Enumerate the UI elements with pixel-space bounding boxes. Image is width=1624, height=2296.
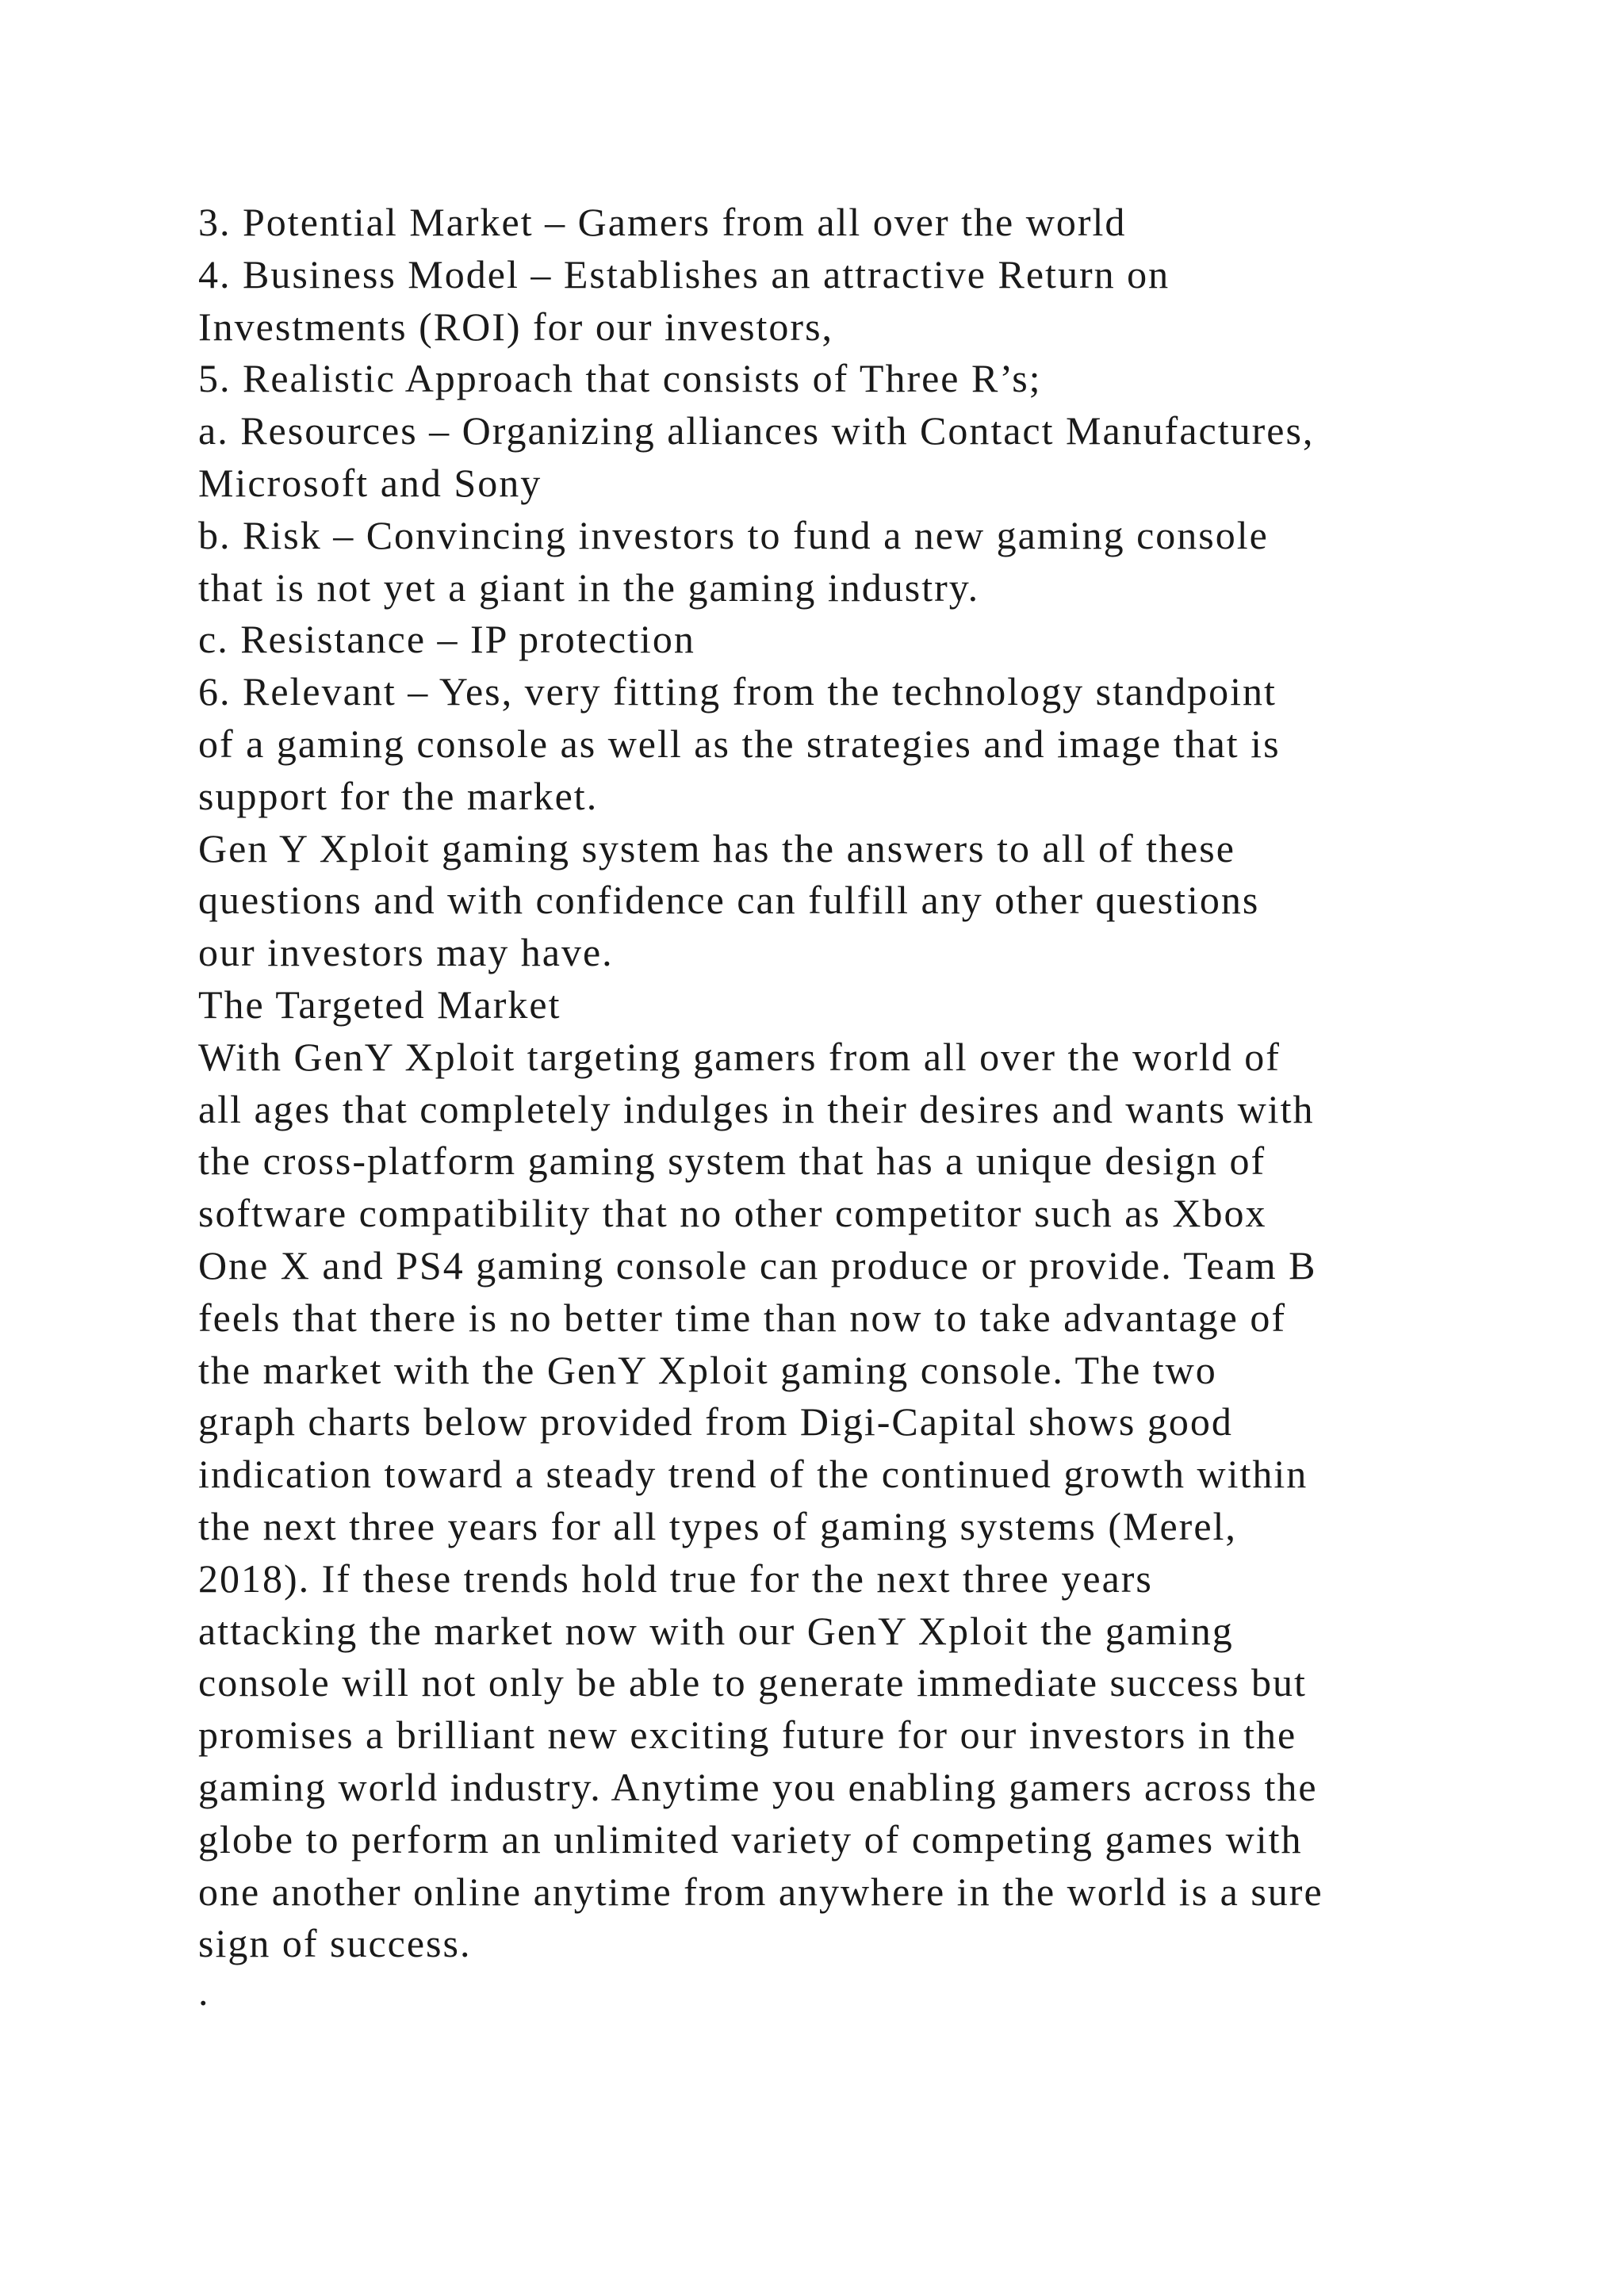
document-body: [198, 197, 1451, 1970]
text-line: of a gaming console as well as the strategies and image that is: [198, 721, 1281, 766]
text-line: that is not yet a giant in the gaming industry.: [198, 564, 980, 610]
text-line: support for the market.: [198, 773, 599, 818]
text-line: gaming world industry. Anytime you enabling gamers across the: [198, 1764, 1318, 1809]
text-line: Investments (ROI) for our investors,: [198, 304, 834, 349]
text-line: Gen Y Xploit gaming system has the answers to all of these: [198, 825, 1235, 871]
text-line: indication toward a steady trend of the continued growth within: [198, 1452, 1308, 1497]
text-line: a. Resources – Organizing alliances with Contact Manufactures,: [198, 408, 1315, 453]
text-line: software compatibility that no other competitor such as Xbox: [198, 1191, 1267, 1236]
text-line: globe to perform an unlimited variety of competing games with: [198, 1816, 1303, 1862]
text-line: sign of success.: [198, 1921, 472, 1966]
text-line: promises a brilliant new exciting future for our investors in the: [198, 1712, 1297, 1758]
text-line: feels that there is no better time than now to take advantage of: [198, 1295, 1286, 1340]
text-line: our investors may have.: [198, 930, 614, 975]
text-line: 5. Realistic Approach that consists of Three R’s;: [198, 356, 1042, 401]
text-line: c. Resistance – IP protection: [198, 617, 695, 662]
text-line: console will not only be able to generate immediate success but: [198, 1660, 1307, 1705]
text-line: Microsoft and Sony: [198, 460, 542, 505]
text-line: 3. Potential Market – Gamers from all over the world: [198, 200, 1127, 244]
text-line: graph charts below provided from Digi-Capital shows good: [198, 1399, 1233, 1445]
text-line: the cross-platform gaming system that has a unique design of: [198, 1138, 1266, 1184]
text-line: 2018). If these trends hold true for the next three years: [198, 1556, 1153, 1601]
text-line: the next three years for all types of gaming systems (Merel,: [198, 1503, 1237, 1548]
text-line: 6. Relevant – Yes, very fitting from the technology standpoint: [198, 669, 1277, 714]
text-line: 4. Business Model – Establishes an attractive Return on: [198, 251, 1170, 297]
text-line: one another online anytime from anywhere in the world is a sure: [198, 1869, 1323, 1914]
text-line: attacking the market now with our GenY Xploit the gaming: [198, 1608, 1234, 1653]
trailing-period: .: [198, 1969, 209, 2014]
text-line: all ages that completely indulges in their desires and wants with: [198, 1086, 1315, 1131]
text-line: questions and with confidence can fulfill any other questions: [198, 878, 1260, 923]
text-line: b. Risk – Convincing investors to fund a new gaming console: [198, 512, 1269, 557]
section-heading: The Targeted Market: [198, 982, 561, 1027]
text-line: With GenY Xploit targeting gamers from all over the world of: [198, 1034, 1281, 1079]
text-line: One X and PS4 gaming console can produce or provide. Team B: [198, 1242, 1317, 1288]
text-line: the market with the GenY Xploit gaming console. The two: [198, 1347, 1217, 1392]
